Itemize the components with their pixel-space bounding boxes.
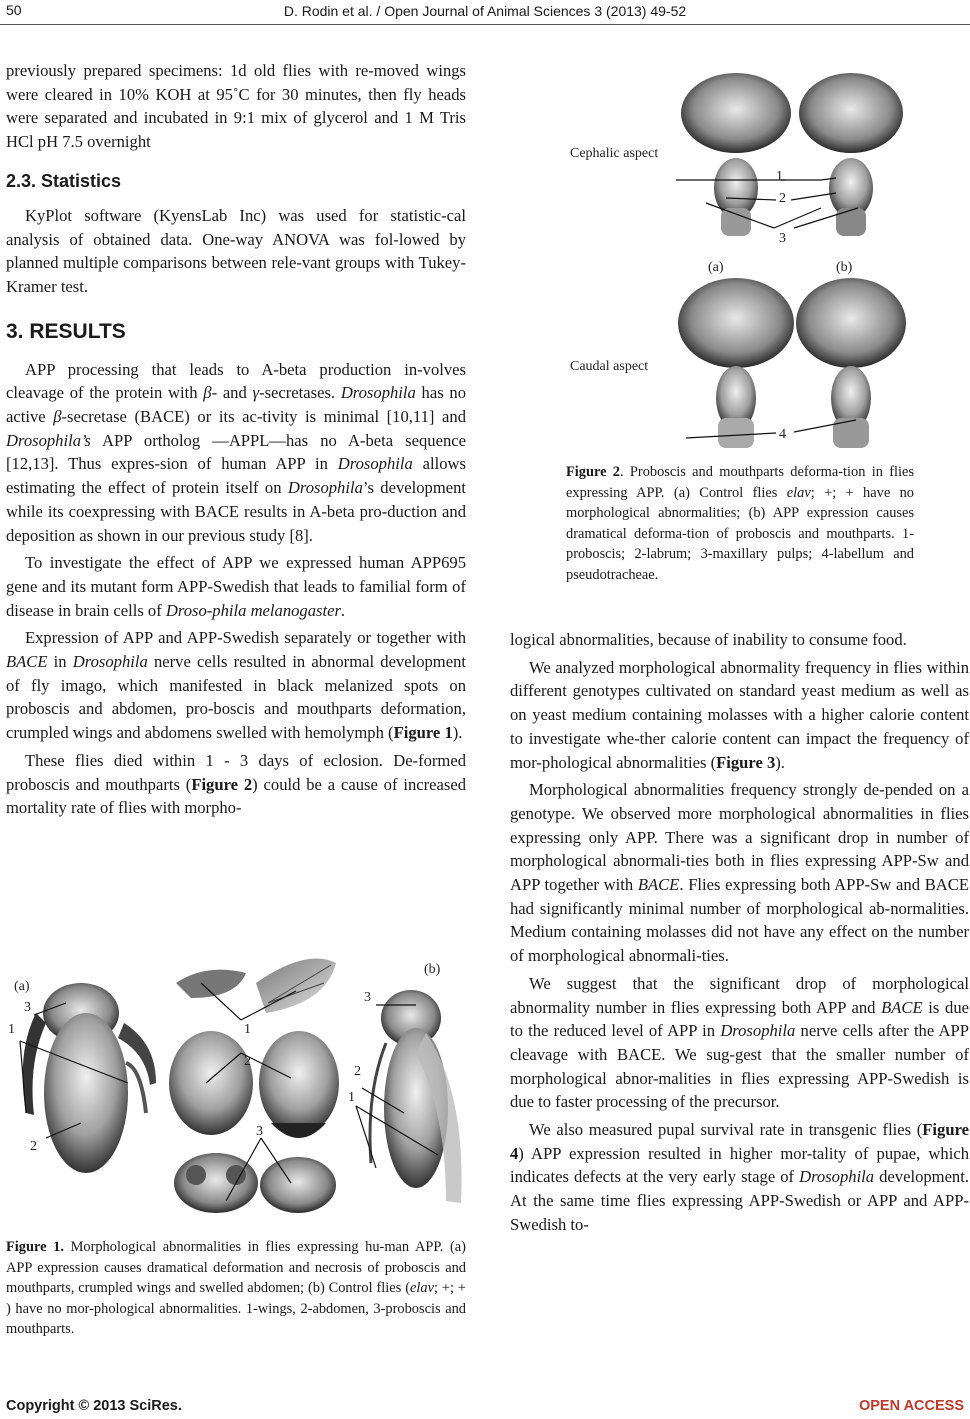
figure-2-label-3: 3 <box>779 231 786 246</box>
figure-3-reference[interactable]: Figure 3 <box>716 752 776 772</box>
wing-images <box>176 959 336 1014</box>
head-caudal-b <box>796 278 906 448</box>
paragraph-methods-continued: previously prepared specimens: 1d old flies with re-moved wings were cleared in 10% KOH at 95˚C for 30 minutes, then fly heads were separated and incubated in 9:1 mix of glycerol and 1 M Tris HCl pH 7.5 overnight <box>6 61 466 152</box>
footer-copyright: Copyright © 2013 SciRes. <box>6 1398 182 1414</box>
header-rule <box>0 24 970 25</box>
figure-1-label-1-b: 1 <box>348 1090 355 1105</box>
head-cephalic-b <box>799 73 903 236</box>
figure-2-label-b: (b) <box>836 260 853 275</box>
figure-1-reference[interactable]: Figure 1 <box>393 723 453 743</box>
figure-1-label-2-b: 2 <box>354 1064 361 1079</box>
figure-1-label-2-mid: 2 <box>244 1054 251 1069</box>
left-column <box>6 59 466 820</box>
figure-2-caption: Figure 2. Proboscis and mouthparts deforma-tion in flies expressing APP. (a) Control flies elav; +; + have no morphological abnormalities; (b) APP expression causes dramatical deforma-tion of proboscis and mouthparts. 1-proboscis; 2-labrum; 3-maxillary pulps; 4-labellum and pseudotracheae. <box>566 464 914 583</box>
figure-1-label-1-mid: 1 <box>244 1022 251 1037</box>
figure-2-label-2: 2 <box>779 191 786 206</box>
figure-2-image <box>566 58 914 453</box>
page-number: 50 <box>6 2 22 18</box>
paragraph-statistics: KyPlot software (KyensLab Inc) was used for statistic-cal analysis of obtained data. One-way ANOVA was fol-lowed by planned multiple comparisons between rele-vant groups with Tukey-Kramer test. <box>6 205 466 296</box>
paragraph-results-1: APP processing that leads to A-beta production in-volves cleavage of the protein with β- and γ-secretases. Drosophila has no active β-secretase (BACE) or its ac-tivity is minimal [10,11] and Drosophila’s APP ortholog —APPL—has no A-beta sequence [12,13]. Thus expres-sion of human APP in Drosophila allows estimating the effect of protein itself on Drosophila’s development while its coexpressing with BACE results in A-beta pro-duction and deposition as shown in our previous study [8]. <box>6 359 467 545</box>
figure-1-caption: Figure 1. Morphological abnormalities in flies expressing hu-man APP. (a) APP expression causes dramatical deformation and necrosis of proboscis and mouthparts, crumpled wings and swelled abdomen; (b) Control flies (elav; +; + ) have no mor-phological abnormalities. 1-wings, 2-abdomen, 3-proboscis and mouthparts. <box>6 1239 466 1337</box>
figure-1-label-1-a: 1 <box>8 1022 15 1037</box>
right-column <box>510 628 969 1237</box>
figure-4-reference[interactable]: Figure 4 <box>510 1120 969 1163</box>
figure-2-reference[interactable]: Figure 2 <box>191 774 253 794</box>
figure-1-label-2-a: 2 <box>30 1139 37 1154</box>
heading-statistics: 2.3. Statistics <box>6 170 122 191</box>
figure-1-label-3-a: 3 <box>24 1000 31 1015</box>
figure-1-label-b: (b) <box>424 962 441 977</box>
figure-1-image <box>6 943 466 1230</box>
head-cephalic-a <box>681 73 791 236</box>
figure-1-label-3-mid: 3 <box>256 1124 263 1139</box>
paragraph-right-2: Morphological abnormalities frequency strongly de-pended on a genotype. We observed more morphological abnormalities in flies expressing only APP. There was a significant drop in number of morphological abnormali-ties both in flies expressing APP-Sw and APP together with BACE. Flies expressing both APP-Sw and BACE had significantly minimal number of morphological ab-normalities. Medium containing molasses did not have any effect on the number of morphological abnormali-ties. <box>510 780 969 966</box>
figure-2-label-caudal: Caudal aspect <box>570 359 649 374</box>
figure-1-label-a: (a) <box>14 979 30 994</box>
footer-open-access[interactable]: OPEN ACCESS <box>858 1398 964 1414</box>
paragraph-results-3: Expression of APP and APP-Swedish separately or together with BACE in Drosophila nerve cells resulted in abnormal development of fly imago, which manifested in black melanized spots on proboscis and abdomen, pro-boscis and mouthparts deformation, crumpled wings and abdomens swelled with hemolymph (Figure 1). <box>6 628 466 743</box>
abdomen-images <box>169 1031 339 1138</box>
head-caudal-a <box>678 278 794 448</box>
paragraph-right-4: We also measured pupal survival rate in transgenic flies (Figure 4) APP expression resulted in higher mor-tality of pupae, which indicates defects at the very early stage of Drosophila development. At the same time flies expressing APP-Swedish or APP and APP-Swedish to- <box>510 1120 969 1234</box>
fly-b-illustration <box>370 990 462 1203</box>
figure-2-label-cephalic: Cephalic aspect <box>570 146 659 161</box>
running-title: D. Rodin et al. / Open Journal of Animal Sciences 3 (2013) 49-52 <box>283 3 687 19</box>
paragraph-results-4: These flies died within 1 - 3 days of eclosion. De-formed proboscis and mouthparts (Figure 2) could be a cause of increased mortality rate of flies with morpho- <box>6 750 467 818</box>
figure-1-label-3-b: 3 <box>364 990 371 1005</box>
paragraph-results-2: To investigate the effect of APP we expressed human APP695 gene and its mutant form APP-Swedish that leads to familial form of disease in brain cells of Droso-phila melanogaster. <box>6 553 466 620</box>
figure-2-label-a: (a) <box>708 260 724 275</box>
figure-2-label-4: 4 <box>779 427 786 442</box>
paragraph-right-1: We analyzed morphological abnormality frequency in flies within different genotypes cultivated on standard yeast medium as well as on yeast medium containing molasses with a higher calorie content to investigate whe-ther calorie content can impact the frequency of mor-phological abnormalities (Figure 3). <box>510 657 969 772</box>
head-images <box>174 1153 336 1213</box>
paragraph-right-3: We suggest that the significant drop of morphological abnormality number in flies expressing both APP and BACE is due to the reduced level of APP in Drosophila nerve cells after the APP cleavage with BACE. We sug-gest that the smaller number of morphological abnor-malities in flies expressing APP-Swedish is due to faster processing of the precursor. <box>510 973 969 1112</box>
heading-results: 3. RESULTS <box>6 319 126 343</box>
figure-2-label-1: 1 <box>776 169 783 184</box>
paragraph-right-continued: logical abnormalities, because of inability to consume food. <box>510 630 907 649</box>
